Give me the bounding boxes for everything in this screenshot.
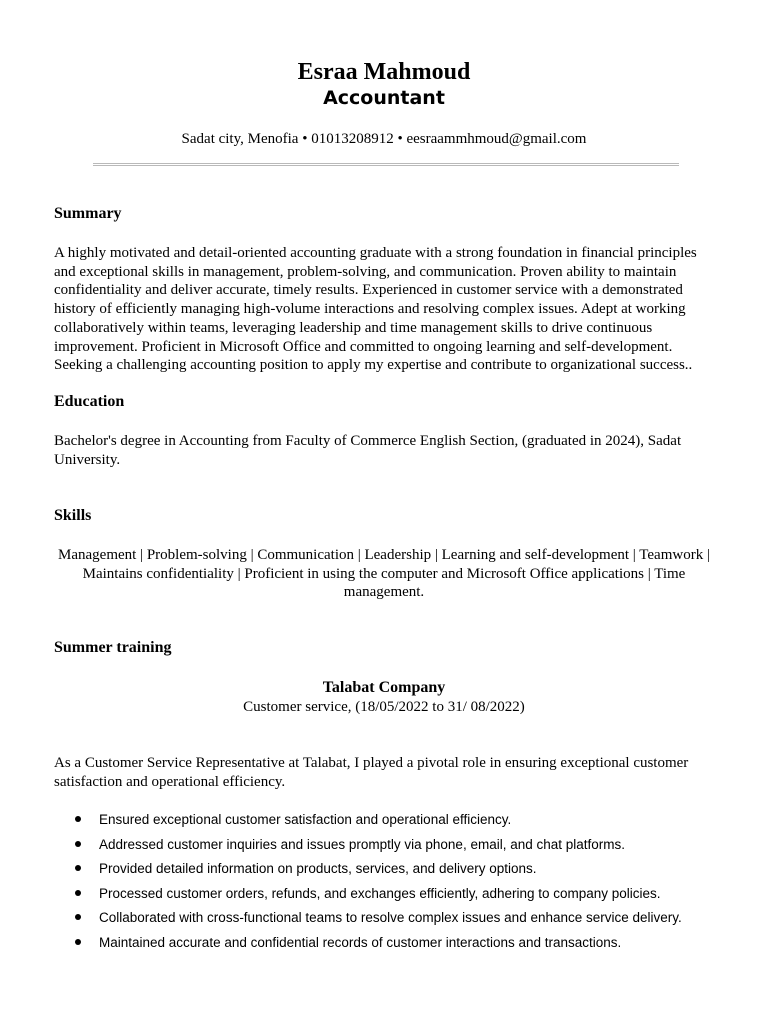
- bullet-icon: [75, 890, 81, 896]
- summary-heading: Summary: [54, 205, 122, 222]
- training-intro: As a Customer Service Representative at Talabat, I played a pivotal role in ensuring exceptional customer satisfaction and operational efficiency.: [54, 755, 689, 790]
- education-heading: Education: [54, 393, 125, 410]
- bullet-text: Addressed customer inquiries and issues promptly via phone, email, and chat platforms.: [99, 836, 626, 852]
- bullet-text: Ensured exceptional customer satisfaction and operational efficiency.: [99, 812, 512, 827]
- bullet-icon: [75, 841, 81, 847]
- bullet-text: Maintained accurate and confidential records of customer interactions and transactions.: [99, 934, 622, 950]
- training-heading: Summer training: [54, 639, 172, 656]
- list-item: [54, 833, 734, 858]
- bullet-icon: [75, 914, 81, 920]
- summary-text: A highly motivated and detail-oriented accounting graduate with a strong foundation in financial principles and exceptional skills in management, problem-solving, and communication. Proven ability to maintain confidentiality and deliver accurate, timely results. Experienced in customer service with a demonstrated history of efficiently managing high-volume interactions and resolving complex issues. Adept at working collaboratively within teams, leveraging leadership and time management skills to drive continuous improvement. Proficient in Microsoft Office and committed to ongoing learning and self-development. Seeking a challenging accounting position to apply my expertise and contribute to organizational success..: [54, 245, 697, 374]
- bullet-icon: [75, 865, 81, 871]
- candidate-name: Esraa Mahmoud: [297, 59, 471, 85]
- training-position: Customer service, (18/05/2022 to 31/ 08/2022): [243, 699, 525, 715]
- list-item: [54, 808, 734, 833]
- list-item: [54, 906, 734, 931]
- contact-line: Sadat city, Menofia • 01013208912 • eesraammhmoud@gmail.com: [181, 131, 587, 147]
- education-text: Bachelor's degree in Accounting from Faculty of Commerce English Section, (graduated in 2024), Sadat University.: [54, 433, 682, 468]
- list-item: [54, 882, 734, 907]
- job-title: Accountant: [323, 87, 445, 109]
- skills-heading: Skills: [54, 507, 92, 524]
- bullet-icon: [75, 939, 81, 945]
- bullet-text: Collaborated with cross-functional teams to resolve complex issues and enhance service delivery.: [99, 910, 682, 925]
- skills-text: Management | Problem-solving | Communication | Leadership | Learning and self-development | Teamwork | Maintains confidentiality | Proficient in using the computer and Microsoft Office applications | Time management.: [58, 547, 710, 601]
- bullet-icon: [75, 816, 81, 822]
- list-item: [54, 857, 734, 882]
- training-bullet-list: [54, 808, 734, 955]
- bullet-text: Provided detailed information on products, services, and delivery options.: [99, 861, 537, 876]
- training-company: Talabat Company: [322, 679, 446, 696]
- header-divider: [93, 163, 679, 166]
- bullet-text: Processed customer orders, refunds, and exchanges efficiently, adhering to company policies.: [99, 885, 661, 901]
- list-item: [54, 931, 734, 956]
